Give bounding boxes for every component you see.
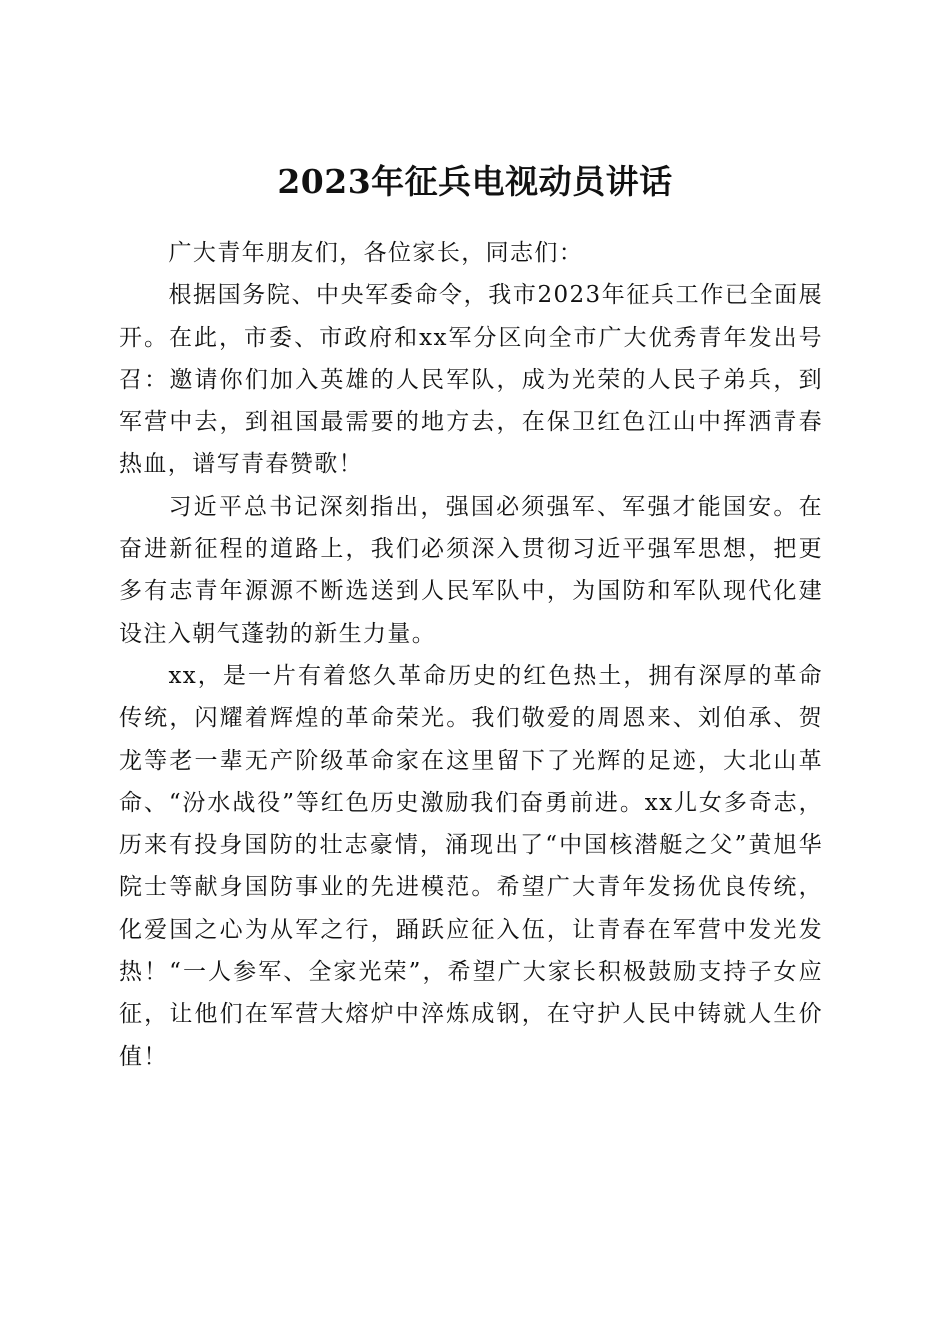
body-paragraph: 根据国务院、中央军委命令，我市2023年征兵工作已全面展开。在此，市委、市政府和xx军分区向全市广大优秀青年发出号召：邀请你们加入英雄的人民军队，成为光荣的人民子弟兵，到军营中去，到祖国最需要的地方去，在保卫红色江山中挥洒青春热血，谱写青春赞歌！	[119, 282, 823, 478]
body-paragraph: 习近平总书记深刻指出，强国必须强军、军强才能国安。在奋进新征程的道路上，我们必须深入贯彻习近平强军思想，把更多有志青年源源不断选送到人民军队中，为国防和军队现代化建设注入朝气蓬勃的新生力量。	[119, 493, 823, 647]
document-title: 2023年征兵电视动员讲话	[277, 162, 673, 202]
document-body	[119, 232, 823, 1078]
salutation-paragraph: 广大青年朋友们，各位家长，同志们：	[168, 240, 584, 266]
body-paragraph: xx，是一片有着悠久革命历史的红色热土，拥有深厚的革命传统，闪耀着辉煌的革命荣光。我们敬爱的周恩来、刘伯承、贺龙等老一辈无产阶级革命家在这里留下了光辉的足迹，大北山革命、“汾水战役”等红色历史激励我们奋勇前进。xx儿女多奇志，历来有投身国防的壮志豪情，涌现出了“中国核潜艇之父”黄旭华院士等献身国防事业的先进模范。希望广大青年发扬优良传统，化爱国之心为从军之行，踊跃应征入伍，让青春在军营中发光发热！“一人参军、全家光荣”，希望广大家长积极鼓励支持子女应征，让他们在军营大熔炉中淬炼成钢，在守护人民中铸就人生价值！	[119, 662, 823, 1070]
